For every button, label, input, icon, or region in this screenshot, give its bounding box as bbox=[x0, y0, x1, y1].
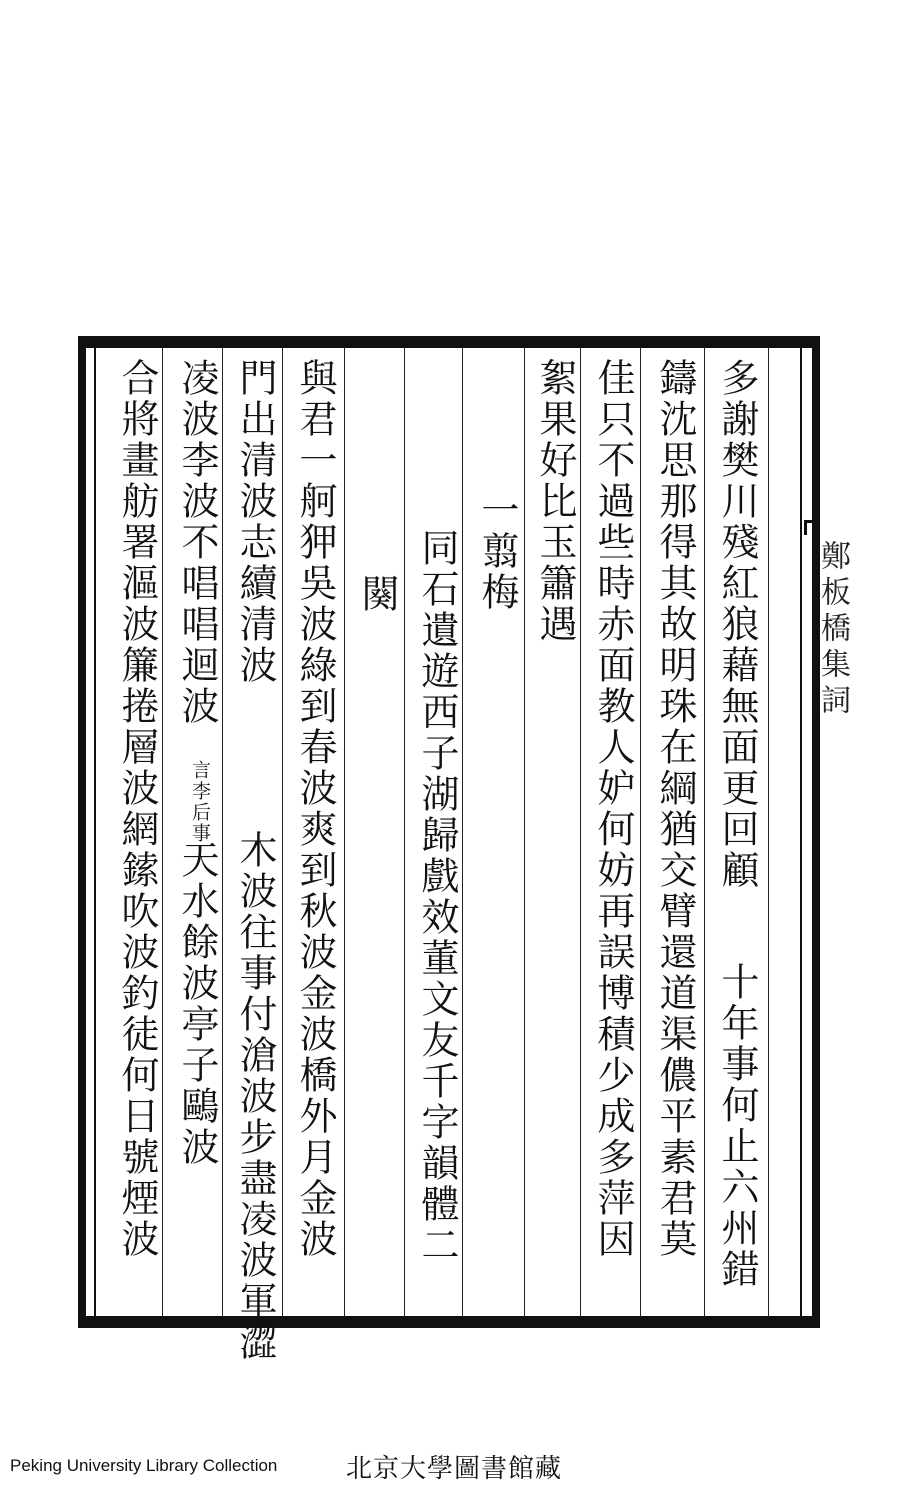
border-right-inner bbox=[800, 348, 802, 1316]
text-column: 十年事何止六州錯 bbox=[715, 962, 759, 1290]
text-column: 天水餘波亭子鷗波 bbox=[175, 840, 219, 1168]
border-top bbox=[78, 336, 812, 348]
text-column: 門出清波志續清波 bbox=[233, 358, 277, 686]
margin-mark bbox=[804, 520, 819, 535]
border-bottom bbox=[78, 1316, 812, 1328]
column-rule bbox=[282, 348, 283, 1316]
text-column: 佳只不過些時赤面教人妒何妨再誤博積少成多萍因 bbox=[591, 358, 635, 1260]
text-column: 同石遺遊西子湖歸戲效董文友千字韻體二 bbox=[415, 528, 459, 1266]
border-left-inner bbox=[94, 348, 96, 1316]
text-column: 闋 bbox=[355, 574, 399, 615]
interlinear-note: 言李后事 bbox=[189, 760, 211, 844]
column-rule bbox=[404, 348, 405, 1316]
text-column: 多謝樊川殘紅狼藉無面更回顧 bbox=[715, 358, 759, 891]
text-column: 合將畫舫署漚波簾捲層波網鎍吹波釣徒何日號煙波 bbox=[115, 358, 159, 1260]
margin-title: 鄭板橋集詞 bbox=[815, 540, 850, 720]
text-column: 木波往事付滄波步盡凌波軍澀 bbox=[233, 830, 277, 1363]
column-rule bbox=[580, 348, 581, 1316]
collection-credit-cn: 北京大學圖書館藏 bbox=[346, 1454, 563, 1484]
collection-credit-en: Peking University Library Collection bbox=[10, 1456, 278, 1475]
column-rule bbox=[524, 348, 525, 1316]
text-column: 與君一舸狎吳波綠到春波爽到秋波金波橋外月金波 bbox=[293, 358, 337, 1260]
column-rule bbox=[344, 348, 345, 1316]
border-right bbox=[812, 336, 820, 1328]
column-rule bbox=[640, 348, 641, 1316]
section-title: 一翦梅 bbox=[475, 490, 519, 613]
column-rule bbox=[222, 348, 223, 1316]
border-left bbox=[78, 336, 86, 1328]
text-column: 凌波李波不唱唱迴波 bbox=[175, 358, 219, 727]
column-rule bbox=[704, 348, 705, 1316]
text-column: 鑄沈思那得其故明珠在綱猶交臂還道渠儂平素君莫 bbox=[653, 358, 697, 1260]
column-rule bbox=[768, 348, 769, 1316]
text-column: 絮果好比玉簫遇 bbox=[533, 358, 577, 645]
column-rule bbox=[162, 348, 163, 1316]
column-rule bbox=[462, 348, 463, 1316]
